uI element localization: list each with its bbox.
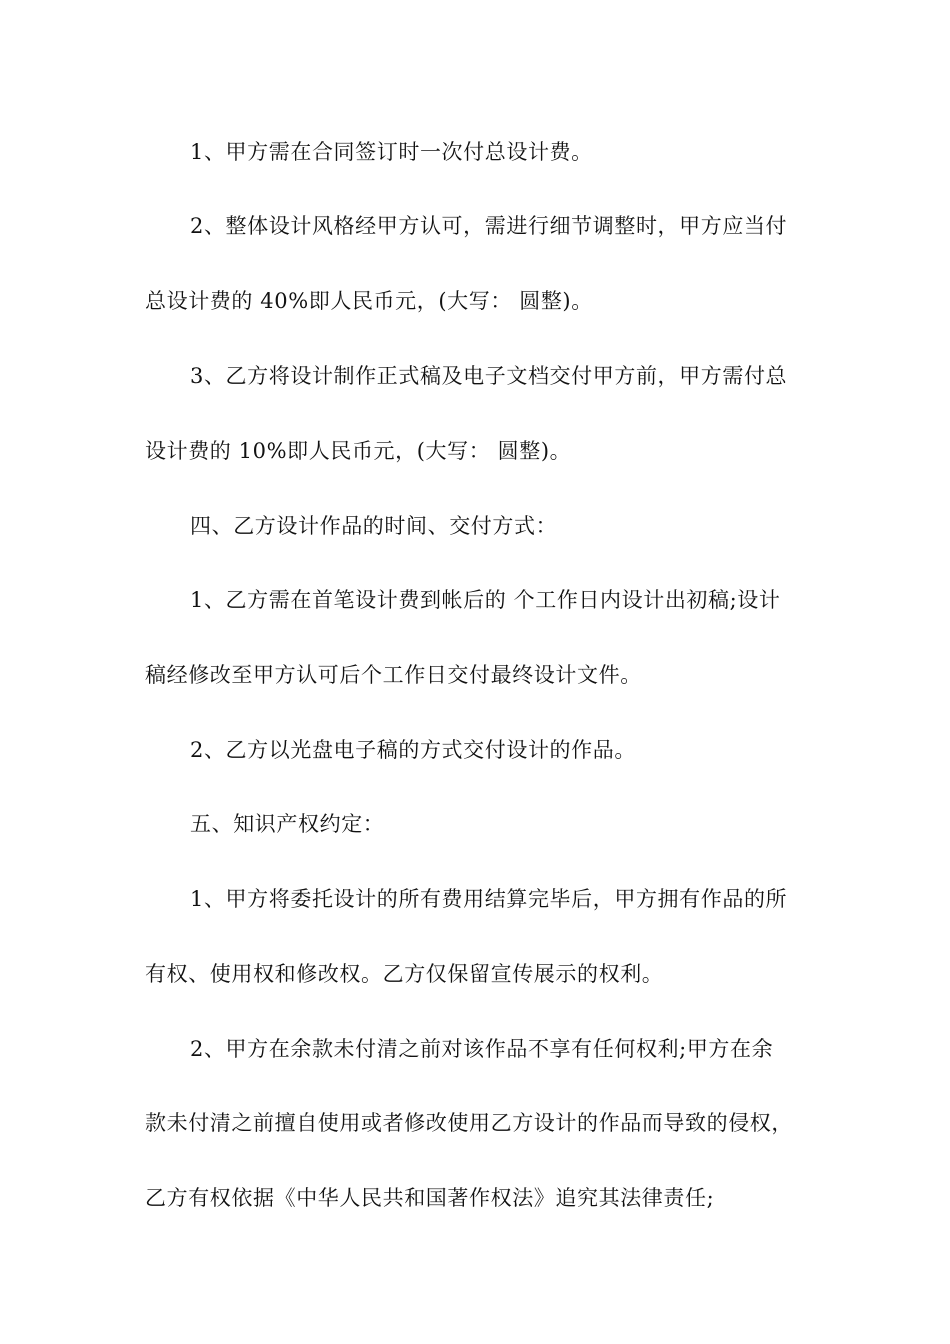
delivery-clause-1-continued: 稿经修改至甲方认可后个工作日交付最终设计文件。	[145, 663, 642, 687]
ip-clause-2-final: 乙方有权依据《中华人民共和国著作权法》追究其法律责任;	[145, 1186, 715, 1210]
ip-clause-1-continued: 有权、使用权和修改权。乙方仅保留宣传展示的权利。	[145, 962, 664, 986]
payment-clause-1: 1、甲方需在合同签订时一次付总设计费。	[190, 140, 593, 164]
section-heading-ip: 五、知识产权约定：	[190, 812, 385, 836]
ip-clause-2-continued: 款未付清之前擅自使用或者修改使用乙方设计的作品而导致的侵权，	[145, 1111, 793, 1135]
payment-clause-3-continued: 设计费的 10%即人民币元，(大写： 圆整)。	[145, 439, 572, 463]
ip-clause-2: 2、甲方在余款未付清之前对该作品不享有任何权利;甲方在余	[190, 1037, 774, 1061]
payment-clause-2: 2、整体设计风格经甲方认可，需进行细节调整时，甲方应当付	[190, 214, 788, 238]
ip-clause-1: 1、甲方将委托设计的所有费用结算完毕后，甲方拥有作品的所	[190, 887, 788, 911]
section-heading-delivery: 四、乙方设计作品的时间、交付方式：	[190, 514, 558, 538]
payment-clause-2-continued: 总设计费的 40%即人民币元，(大写： 圆整)。	[145, 289, 593, 313]
payment-clause-3: 3、乙方将设计制作正式稿及电子文档交付甲方前，甲方需付总	[190, 364, 788, 388]
delivery-clause-1: 1、乙方需在首笔设计费到帐后的 个工作日内设计出初稿;设计	[190, 588, 781, 612]
delivery-clause-2: 2、乙方以光盘电子稿的方式交付设计的作品。	[190, 738, 636, 762]
